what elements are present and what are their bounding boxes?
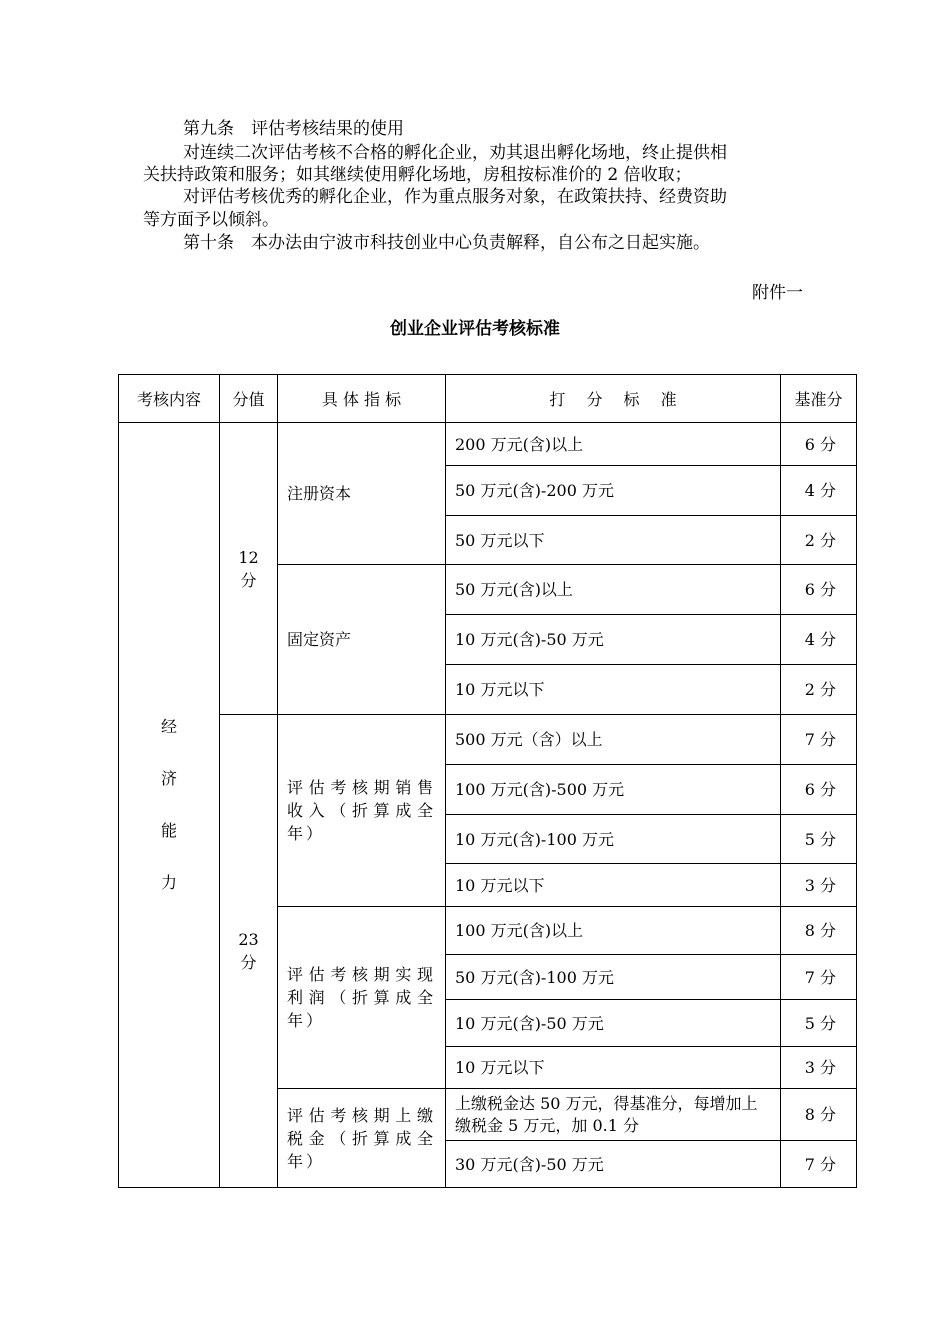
- article-9-para1-line1: 对连续二次评估考核不合格的孵化企业，劝其退出孵化场地，终止提供相: [183, 143, 727, 163]
- base-score-cell: 7 分: [781, 955, 857, 1000]
- base-score-cell: 5 分: [781, 1000, 857, 1047]
- criterion-cell: 500 万元（含）以上: [446, 715, 781, 765]
- indicator-registered-capital: 注册资本: [278, 423, 446, 565]
- criterion-cell: 10 万元以下: [446, 864, 781, 907]
- category-economic-capability: 经 济 能 力: [119, 423, 220, 1188]
- table-title: 创业企业评估考核标准: [390, 319, 560, 339]
- base-score-cell: 7 分: [781, 715, 857, 765]
- criterion-cell: 50 万元(含)-200 万元: [446, 466, 781, 516]
- score-group-1: 12 分: [220, 423, 278, 715]
- base-score-cell: 3 分: [781, 864, 857, 907]
- criterion-cell: 100 万元(含)-500 万元: [446, 765, 781, 815]
- article-9-para2-line1: 对评估考核优秀的孵化企业，作为重点服务对象，在政策扶持、经费资助: [183, 187, 727, 207]
- criterion-cell: 上缴税金达 50 万元，得基准分，每增加上缴税金 5 万元，加 0.1 分: [446, 1089, 781, 1141]
- base-score-cell: 2 分: [781, 665, 857, 715]
- criterion-cell: 10 万元(含)-100 万元: [446, 815, 781, 864]
- indicator-sales-revenue: 评估考核期销售收入（折算成全年）: [278, 715, 446, 907]
- table-header-row: [119, 375, 857, 423]
- base-score-cell: 5 分: [781, 815, 857, 864]
- base-score-cell: 8 分: [781, 907, 857, 955]
- score-group-2: 23 分: [220, 715, 278, 1188]
- header-score: 分值: [220, 375, 278, 423]
- article-10: 第十条 本办法由宁波市科技创业中心负责解释，自公布之日起实施。: [183, 233, 710, 253]
- indicator-fixed-assets: 固定资产: [278, 565, 446, 715]
- header-criteria: 打 分 标 准: [446, 375, 781, 423]
- criterion-cell: 50 万元(含)-100 万元: [446, 955, 781, 1000]
- criterion-cell: 10 万元(含)-50 万元: [446, 615, 781, 665]
- base-score-cell: 6 分: [781, 765, 857, 815]
- criterion-cell: 200 万元(含)以上: [446, 423, 781, 466]
- header-base-score: 基准分: [781, 375, 857, 423]
- table-row: [119, 715, 857, 765]
- base-score-cell: 4 分: [781, 466, 857, 516]
- criterion-cell: 30 万元(含)-50 万元: [446, 1141, 781, 1188]
- article-9-heading: 第九条 评估考核结果的使用: [183, 119, 404, 139]
- criterion-cell: 50 万元以下: [446, 516, 781, 565]
- indicator-profit: 评估考核期实现利润（折算成全年）: [278, 907, 446, 1089]
- table-row: [119, 423, 857, 466]
- criterion-cell: 100 万元(含)以上: [446, 907, 781, 955]
- header-indicator: 具 体 指 标: [278, 375, 446, 423]
- criterion-cell: 50 万元(含)以上: [446, 565, 781, 615]
- base-score-cell: 7 分: [781, 1141, 857, 1188]
- criterion-cell: 10 万元以下: [446, 665, 781, 715]
- base-score-cell: 6 分: [781, 565, 857, 615]
- article-9-para1-line2: 关扶持政策和服务；如其继续使用孵化场地，房租按标准价的 2 倍收取；: [143, 165, 692, 185]
- header-category: 考核内容: [119, 375, 220, 423]
- base-score-cell: 4 分: [781, 615, 857, 665]
- attachment-label: 附件一: [752, 283, 803, 303]
- base-score-cell: 6 分: [781, 423, 857, 466]
- base-score-cell: 2 分: [781, 516, 857, 565]
- base-score-cell: 8 分: [781, 1089, 857, 1141]
- indicator-tax-paid: 评估考核期上缴税金（折算成全年）: [278, 1089, 446, 1188]
- assessment-table: [118, 374, 857, 1188]
- criterion-cell: 10 万元以下: [446, 1047, 781, 1089]
- criterion-cell: 10 万元(含)-50 万元: [446, 1000, 781, 1047]
- article-9-para2-line2: 等方面予以倾斜。: [143, 210, 279, 230]
- base-score-cell: 3 分: [781, 1047, 857, 1089]
